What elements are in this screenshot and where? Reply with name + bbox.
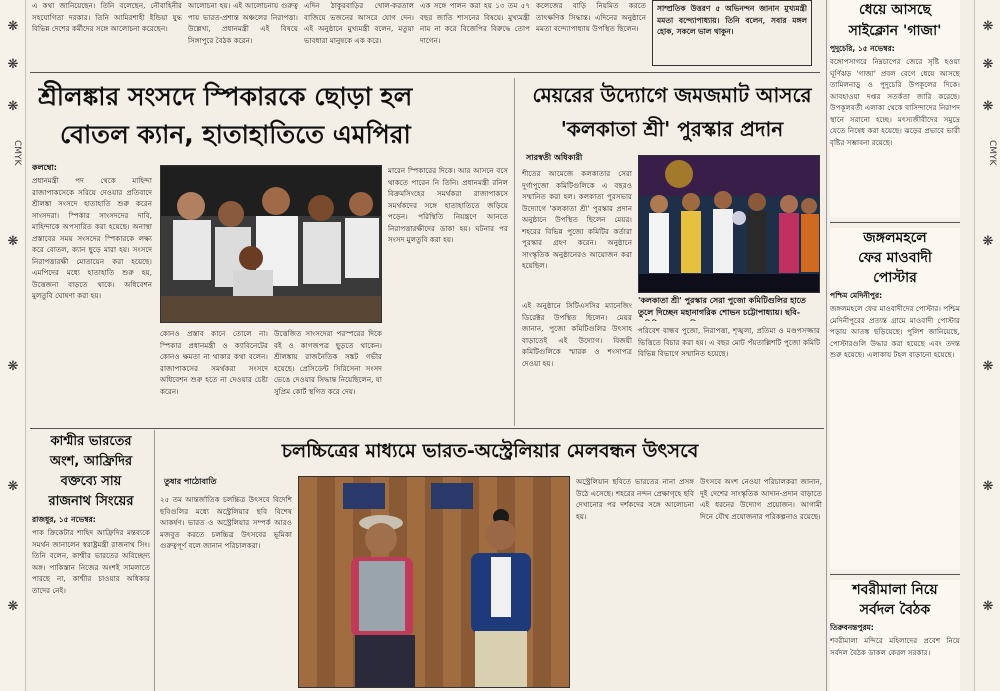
kashmir-headline-line2: অংশ, আফ্রিদির xyxy=(49,454,133,469)
kolkata-shree-headline-line2: 'কলকাতা শ্রী' পুরস্কার প্রদান xyxy=(560,117,784,141)
column-divider xyxy=(154,430,155,691)
flower-ornament-icon: ❋ xyxy=(982,599,994,614)
award-ceremony-image xyxy=(639,156,820,293)
flower-ornament-icon: ❋ xyxy=(7,599,19,614)
flower-ornament-icon: ❋ xyxy=(7,359,19,374)
maoist-body: জঙ্গলমহলে ফের মাওবাদীদের পোস্টার। পশ্চিম মেদিনীপুরের প্রত্যন্ত গ্রামে মাওবাদী পোস্টার পড়ায় আতঙ্ক ছড়িয়েছে। পুলিশ জানিয়েছে, পোস্টারগুলি উদ্ধার করা হয়েছে এবং তদন্ত শুরু হয়েছে। এলাকায় টহল বাড়ানো হয়েছে। xyxy=(830,304,960,359)
parliament-scuffle-image xyxy=(161,166,382,323)
column-divider xyxy=(514,78,515,426)
flower-ornament-icon: ❋ xyxy=(982,19,994,34)
flower-ornament-icon: ❋ xyxy=(982,57,994,72)
film-fest-image xyxy=(299,477,570,688)
film-fest-body-2: অস্ট্রেলিয়ান ছবিতে ভারতের নানা প্রসঙ্গ উঠে এসেছে। শহরের নন্দন প্রেক্ষাগৃহে ছবি দেখানোর পর দর্শকদের সঙ্গে আলোচনা হয়। xyxy=(576,477,694,521)
divider xyxy=(830,222,960,223)
divider xyxy=(830,574,960,575)
left-ornament-strip xyxy=(0,0,26,691)
top-strip-column: আলোচনা হয়। এই আলোচনায় গুরুত্ব পায় ভারত-প্রশান্ত অঞ্চলের নিরাপত্তা। উল্লেখ্য, প্রধানমন্ত্রী এই বিষয়ে সিঙ্গাপুরে বৈঠক করেন। xyxy=(188,1,298,45)
sri-lanka-headline-line2: বোতল ক্যান, হাতাহাতিতে এমপিরা xyxy=(60,120,411,149)
sabarimala-headline-line1: শবরীমালা নিয়ে xyxy=(852,582,938,598)
divider xyxy=(30,428,824,429)
cyclone-story xyxy=(830,0,960,218)
kashmir-headline-line4: রাজনাথ সিংয়ের xyxy=(48,494,134,509)
cmyk-mark: CMYK xyxy=(12,140,22,166)
top-strip-column: এদিন ঠাকুরবাড়ির খোল-করতাল বাজিয়ে ভজনের আসরে যোগ দেন। এই অনুষ্ঠানে মুখ্যমন্ত্রী বলেন, মতুয়া ভাবধারা মানুষকে এক করে। xyxy=(304,1,414,45)
award-photo-caption: 'কলকাতা শ্রী' পুরস্কার সেরা পুজো কমিটিগুলির হাতে তুলে দিচ্ছেন মহানাগরিক শোভন চট্টোপাধ্যায়। ছবি- xyxy=(638,296,806,317)
notice-text: সাম্প্রতিক উত্তরণ ৫ অভিনন্দন জানান মুখ্যমন্ত্রী মমতা বন্দ্যোপাধ্যায়। তিনি বলেন, সবার মঙ্গল হোক, সকলে ভাল থাকুন। xyxy=(657,4,807,36)
film-fest-body-3: উৎসবে অংশ নেওয়া পরিচালকরা জানান, দুই দেশের সাংস্কৃতিক আদান-প্রদান বাড়াতে এই ধরনের উদ্যোগ প্রয়োজন। আগামী দিনে যৌথ প্রযোজনার পরিকল্পনাও রয়েছে। xyxy=(700,477,822,521)
top-strip-column: কলেজের বাড়ি নিয়মিত করতে তাৎক্ষণিক সিদ্ধান্ত। এদিনের অনুষ্ঠানে মমতা বন্দ্যোপাধ্যায় উপস্থিত ছিলেন। xyxy=(536,1,646,33)
cyclone-body: বঙ্গোপসাগরে নিম্নচাপের জেরে সৃষ্টি হওয়া ঘূর্ণিঝড় 'গাজা' প্রবল বেগে ধেয়ে আসছে তামিলনাড়ু ও পুদুচেরি উপকূলের দিকে। আবহাওয়া দপ্তর সতর্কতা জারি করেছে। উপকূলবর্তী এলাকা থেকে বাসিন্দাদের নিরাপদ স্থানে সরানো হচ্ছে। মৎস্যজীবীদের সমুদ্রে যেতে নিষেধ করা হয়েছে। ঝড়ের প্রভাবে ভারী বৃষ্টির সম্ভাবনা রয়েছে। xyxy=(830,57,960,147)
kashmir-body: পাক ক্রিকেটার শাহিদ আফ্রিদির মন্তব্যকে সমর্থন জানালেন স্বরাষ্ট্রমন্ত্রী রাজনাথ সিং। তিনি বলেন, কাশ্মীর ভারতের অবিচ্ছেদ্য অঙ্গ। পাকিস্তান নিজের অংশই সামলাতে পারছে না, কাশ্মীর চাওয়ার অধিকার তাদের নেই। xyxy=(32,528,150,595)
top-strip-column: এক সঙ্গে পালন করা হয় ১৩ তম ৫৭ বছর জাতি শাসনের বিষয়ে। মুখ্যমন্ত্রী নাম না করে বিজেপির বিরুদ্ধে তোপ দাগেন। xyxy=(420,1,530,45)
kashmir-headline-line1: কাশ্মীর ভারতের xyxy=(50,434,132,449)
flower-ornament-icon: ❋ xyxy=(7,479,19,494)
kashmir-story xyxy=(32,432,150,691)
sabarimala-body: শবরীমালা মন্দিরে মহিলাদের প্রবেশ নিয়ে সর্বদল বৈঠক ডাকল কেরল সরকার। xyxy=(830,636,960,657)
flower-ornament-icon: ❋ xyxy=(7,234,19,249)
flower-ornament-icon: ❋ xyxy=(7,99,19,114)
flower-ornament-icon: ❋ xyxy=(982,479,994,494)
sri-lanka-column-1 xyxy=(32,162,152,424)
sabarimala-story xyxy=(830,580,960,691)
film-fest-body-1: ২৫ তম আন্তর্জাতিক চলচ্চিত্র উৎসবে বিদেশি ছবিগুলির মধ্যে অস্ট্রেলিয়ার ছবি বিশেষ আকর্ষণ। ভারত ও অস্ট্রেলিয়ার সম্পর্ক আরও মজবুত করতে চলচ্চিত্র উৎসবের ভূমিকা গুরুত্বপূর্ণ বলে জানান পরিচালকরা। xyxy=(160,495,292,550)
film-fest-headline: চলচ্চিত্রের মাধ্যমে ভারত-অস্ট্রেলিয়ার মেলবন্ধন উৎসবে xyxy=(281,440,699,462)
kolkata-shree-headline-line1: মেয়রের উদ্যোগে জমজমাট আসরে xyxy=(532,83,812,107)
cyclone-dateline: পুদুচেরি, ১৫ নভেম্বর: xyxy=(830,44,895,53)
kolkata-shree-byline: সারস্বতী অধিকারী xyxy=(526,153,583,162)
sri-lanka-body-2: কোনও প্রস্তাব কানে তোলে না। স্পিকার প্রধানমন্ত্রী ও ক্যাবিনেটের কোনও ক্ষমতা না থাকার কথা বলেন। রাজাপাকসের সমর্থকরা সংসদে অধিবেশন শুরু হতে না দেওয়ার চেষ্টা করেন। xyxy=(160,329,268,396)
sri-lanka-dateline: কলম্বো: xyxy=(32,163,58,172)
right-ornament-strip xyxy=(974,0,1000,691)
kolkata-shree-body-3: পরিবেশ বান্ধব পুজো, নিরাপত্তা, শৃঙ্খলা, প্রতিমা ও মণ্ডপসজ্জার ভিত্তিতে বিচার করা হয়। এ বছর মোট পঁয়তাল্লিশটি পুজো কমিটি বিভিন্ন বিভাগে সম্মানিত হয়েছে। xyxy=(638,326,820,358)
cyclone-headline: সাইক্লোন 'গাজা' xyxy=(848,23,942,39)
sabarimala-headline-line2: সর্বদল বৈঠক xyxy=(859,602,931,618)
page-content xyxy=(30,0,960,691)
divider xyxy=(30,72,820,73)
flower-ornament-icon: ❋ xyxy=(7,19,19,34)
flower-ornament-icon: ❋ xyxy=(7,57,19,72)
sri-lanka-headline-line1: শ্রীলঙ্কার সংসদে স্পিকারকে ছোড়া হল xyxy=(38,82,413,111)
sri-lanka-body-3: মারেন স্পিকারের দিকে। আর আসনে বসে থাকতে পারেন নি তিনি। প্রধানমন্ত্রী রনিল বিক্রমসিংহের সমর্থকরা রাজাপাকসে সমর্থকদের সঙ্গে হাতাহাতিতে জড়িয়ে পড়েন। পরিস্থিতি নিয়ন্ত্রণে আনতে নিরাপত্তারক্ষীদের ডাকা হয়। ঘটনার পর সংসদ মুলতুবি করা হয়। xyxy=(388,166,508,244)
kashmir-dateline: রাজধুর, ১৫ নভেম্বর: xyxy=(32,515,96,524)
maoist-headline-line1: জঙ্গলমহলে xyxy=(863,230,927,246)
flower-ornament-icon: ❋ xyxy=(982,359,994,374)
sabarimala-dateline: তিরুবনন্তপুরম: xyxy=(830,623,874,632)
maoist-headline-line2: ফের মাওবাদী xyxy=(858,250,932,266)
top-strip-column: এ কথা জানিয়েছেন। তিনি বলেছেন, নৌবাহিনীর সহযোগিতা দরকার। তিনি আমিরশাহী ইন্ডিয়া যুদ্ধ বিভিন্ন দেশের কর্মীদের সঙ্গে আলোচনা করেছেন। xyxy=(32,1,182,33)
maoist-story xyxy=(830,228,960,570)
award-ceremony-photo xyxy=(638,155,820,293)
notice-box xyxy=(652,0,812,66)
maoist-headline-line3: পোস্টার xyxy=(873,270,917,286)
kolkata-shree-body-2: এই অনুষ্ঠানে সিটিএসসির ম্যানেজিং ডিরেক্টর উপস্থিত ছিলেন। মেয়র জানান, পুজো কমিটিগুলির উৎসাহ বাড়াতেই এই উদ্যোগ। বিজয়ী কমিটিগুলিকে স্মারক ও শংসাপত্র দেওয়া হয়। xyxy=(522,301,632,368)
film-fest-photo xyxy=(298,476,570,688)
column-divider xyxy=(826,0,827,691)
cmyk-mark: CMYK xyxy=(987,140,997,166)
film-fest-byline: তুষার পাঠোবাতি xyxy=(164,477,217,486)
flower-ornament-icon: ❋ xyxy=(982,234,994,249)
kolkata-shree-body-1: শীতের আমেজে কলকাতার সেরা দুর্গাপুজো কমিটিগুলিকে এ বছরও সম্মানিত করা হল। কলকাতা পুরসভার উদ্যোগে 'কলকাতা শ্রী' পুরস্কার প্রদান অনুষ্ঠানে উপস্থিত ছিলেন মেয়র। শহরের বিভিন্ন পুজো কমিটির কর্তারা পুরস্কার গ্রহণ করেন। অনুষ্ঠানে সাংস্কৃতিক অনুষ্ঠানেরও আয়োজন করা হয়েছিল। xyxy=(522,169,632,270)
cyclone-headline-top: ধেয়ে আসছে xyxy=(859,2,931,18)
sri-lanka-body-1: প্রধানমন্ত্রী পদ থেকে মাহিন্দা রাজাপাকসেকে সরিয়ে দেওয়ার প্রতিবাদে শ্রীলঙ্কা সংসদে হাতাহাতি শুরু করেন সাংসদরা। স্পিকার সাংসদদের দাবি, মাহিন্দাকে অপসারিত করা হয়েছে। অনাস্থা প্রস্তাবের সময় সংসদের স্পিকারকে লক্ষ্য করে বোতল, ক্যান ছুড়ে মারা হয়। সংসদে নিরাপত্তারক্ষী মোতায়েন করা হয়েছে। এমপিদের মধ্যে হাতাহাতি শুরু হয়, উত্তেজনা বাড়তে থাকে। অধিবেশন মুলতুবি ঘোষণা করা হয়। xyxy=(32,176,152,300)
maoist-dateline: পশ্চিম মেদিনীপুর: xyxy=(830,291,883,300)
flower-ornament-icon: ❋ xyxy=(982,99,994,114)
sri-lanka-body-2b: উত্তেজিত সাংসদেরা পরস্পরের দিকে বই ও কাগজপত্র ছুড়তে থাকেন। শ্রীলঙ্কায় রাজনৈতিক সঙ্কট গভীর হয়েছে। প্রেসিডেন্ট সিরিসেনা সংসদ ভেঙে দেওয়ার সিদ্ধান্ত নিয়েছিলেন, যা সুপ্রিম কোর্ট স্থগিত করে দেয়। xyxy=(274,329,382,396)
parliament-scuffle-photo xyxy=(160,165,382,323)
kashmir-headline-line3: বক্তব্যে সায় xyxy=(60,474,122,489)
